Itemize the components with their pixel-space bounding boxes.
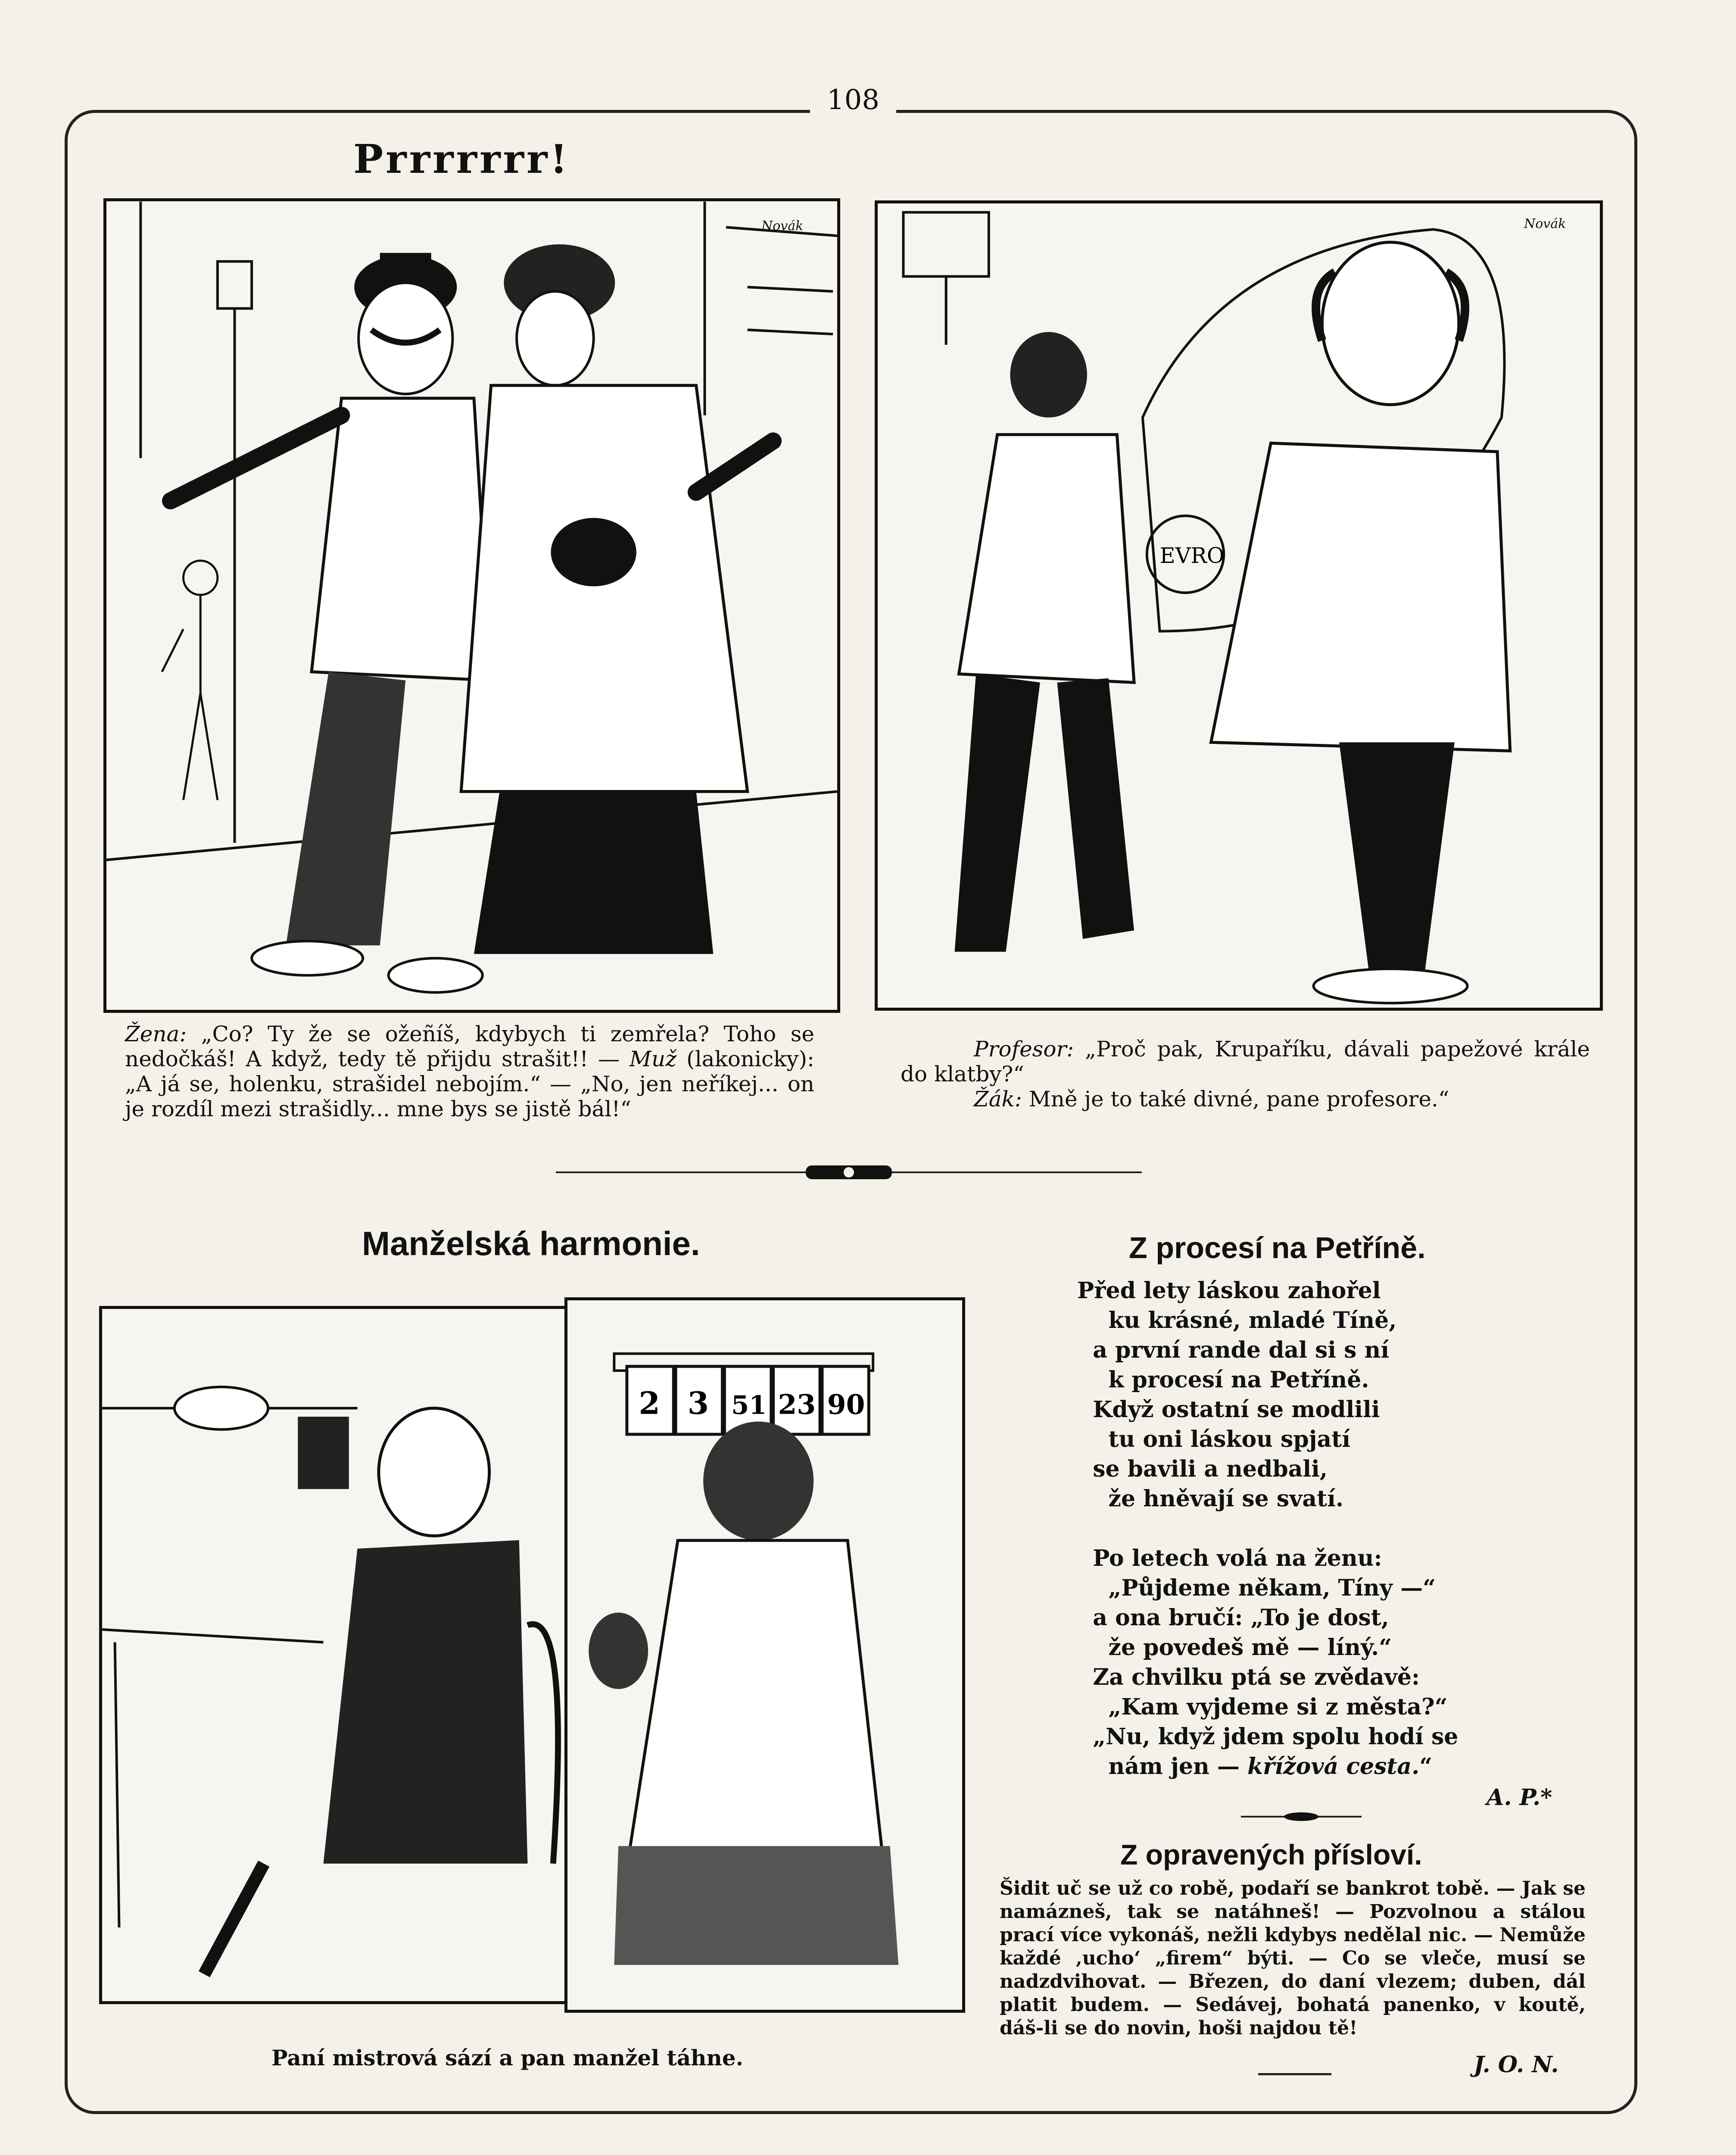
poem-line (1077, 1514, 1594, 1543)
caption-speaker-woman: Žena: (125, 1021, 187, 1046)
man-figure (171, 253, 491, 993)
poem-signature: A. P.* (1487, 1784, 1552, 1811)
poem-body (1077, 1276, 1594, 1781)
number-card-5: 90 (827, 1388, 865, 1421)
number-card-4: 23 (778, 1388, 816, 1421)
couple-illustration (106, 201, 837, 1010)
pupil-figure (955, 332, 1134, 952)
poem-line: „Nu, když jdem spolu hodí se (1077, 1724, 1459, 1750)
poem-line: Za chvilku ptá se zvědavě: (1077, 1664, 1420, 1690)
divider-ornament (556, 1159, 1142, 1185)
couple-caption (125, 1021, 814, 1121)
poem-last-italic: křížová cesta. (1247, 1753, 1420, 1780)
harmony-title: Manželská harmonie. (362, 1224, 700, 1262)
poem-line: ku krásné, mladé Tíně, (1077, 1307, 1397, 1334)
poem-line: „Půjdeme někam, Tíny —“ (1077, 1575, 1436, 1601)
caption-text-man: (lakonicky): „A já se, holenku, strašidel nebojím.“ — „No, jen neříkej... on je rozdíl mezi strašidly... mne bys se jistě bál!“ (125, 1046, 814, 1121)
page-number: 108 (810, 84, 896, 116)
proverbs-rule (1258, 2073, 1331, 2075)
professor-caption (901, 1037, 1590, 1112)
poem-last-line: nám jen — (1077, 1753, 1247, 1780)
proverbs-title: Z opravených přísloví. (1120, 1839, 1422, 1871)
number-card-3: 51 (731, 1390, 767, 1420)
cartoon-professor-panel (875, 200, 1603, 1011)
poem-line: „Kam vyjdeme si z města?“ (1077, 1694, 1448, 1720)
wife-illustration (567, 1300, 962, 2010)
caption-speaker-man: Muž (629, 1046, 677, 1071)
poem-line: se bavili a nedbali, (1077, 1456, 1328, 1482)
proverbs-signature: J. O. N. (1474, 2052, 1559, 2078)
caption-text-professor: „Proč pak, Krupaříku, dávali papežové krále do klatby?“ (901, 1037, 1590, 1087)
caption-text-pupil: Mně je to také divné, pane profesore.“ (1022, 1087, 1449, 1112)
cartoon-couple-panel (103, 198, 840, 1013)
cartoon-husband-panel (99, 1306, 582, 2004)
professor-figure (1211, 242, 1510, 1003)
poem-line: k procesí na Petříně. (1077, 1367, 1369, 1393)
cartoon-wife-panel (564, 1297, 965, 2013)
poem-line: že povedeš mě — líný.“ (1077, 1634, 1392, 1661)
number-card-2: 3 (687, 1385, 709, 1421)
woman-figure (461, 244, 773, 954)
poem-title: Z procesí na Petříně. (1129, 1231, 1426, 1265)
proverbs-text: Šidit uč se už co robě, podaří se bankrot tobě. — Jak se namázneš, tak se natáhneš! — Pozvolnou a stálou prací více vykonáš, nežli kdybys nedělal nic. — Nemůže každé ‚ucho‘ „firem“ býti. — Co se vleče, musí se nadzdvihovat. — Březen, do daní vlezem; duben, dál platit budem. — Sedávej, bohatá panenko, v koutě, dáš-li se do novin, hoši najdou tě! (1000, 1877, 1586, 2039)
poem-line: tu oni láskou spjatí (1077, 1426, 1350, 1452)
number-card-1: 2 (639, 1385, 660, 1421)
cartoon-title: Prrrrrrr! (353, 136, 570, 182)
poem-line: a první rande dal si s ní (1077, 1337, 1390, 1363)
poem-line: a ona bručí: „To je dost, (1077, 1605, 1389, 1631)
caption-text-woman: „Co? Ty že se ožeñíš, kdybych ti zemřela? Toho se nedočkáš! A když, tedy tě přijdu strašit!! — (125, 1021, 814, 1071)
map-label: EVRO (1159, 543, 1225, 568)
poem-line: že hněvají se svatí. (1077, 1486, 1343, 1512)
artist-signature: Novák (761, 219, 804, 234)
poem-line (1077, 1752, 1594, 1781)
poem-line: Před lety láskou zahořel (1077, 1277, 1381, 1304)
poem-last-quote: “ (1419, 1753, 1433, 1780)
professor-illustration (878, 203, 1600, 1008)
harmony-caption: Paní mistrová sází a pan manžel táhne. (271, 2045, 744, 2071)
background-figure (162, 561, 218, 800)
poem-divider (1241, 1810, 1362, 1823)
poem-line: Když ostatní se modlili (1077, 1396, 1380, 1423)
caption-speaker-professor: Profesor: (974, 1037, 1074, 1062)
caption-speaker-pupil: Žák: (974, 1087, 1022, 1112)
poem-line: Po letech volá na ženu: (1077, 1545, 1382, 1571)
husband-illustration (102, 1309, 579, 2001)
artist-signature: Novák (1524, 216, 1566, 231)
